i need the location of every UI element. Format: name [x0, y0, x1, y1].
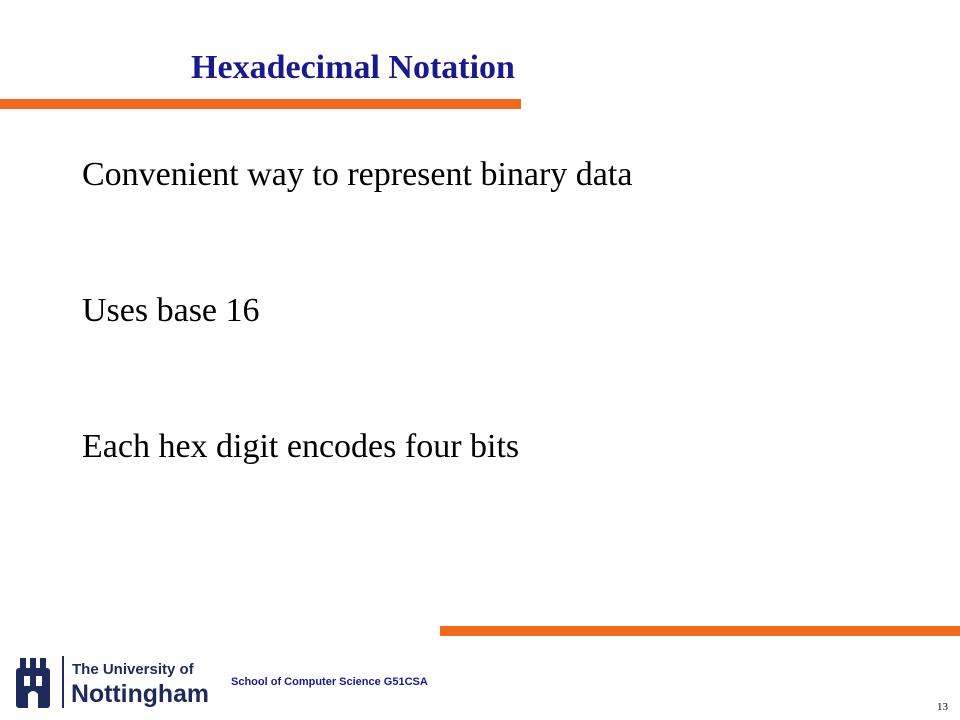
university-crest-icon	[16, 658, 50, 708]
bullet-item: Uses base 16	[82, 292, 260, 329]
logo-line-2: Nottingham	[71, 680, 209, 708]
slide-title: Hexadecimal Notation	[191, 49, 515, 86]
bullet-item: Convenient way to represent binary data	[82, 156, 633, 193]
bullet-item: Each hex digit encodes four bits	[82, 428, 520, 465]
title-underline-bar	[0, 99, 521, 109]
page-number: 13	[937, 701, 948, 713]
footer-accent-bar	[440, 626, 960, 636]
logo-divider	[62, 656, 64, 708]
footer-course-text: School of Computer Science G51CSA	[231, 676, 428, 688]
logo-line-1: The University of	[72, 661, 194, 678]
university-logo	[14, 654, 214, 710]
